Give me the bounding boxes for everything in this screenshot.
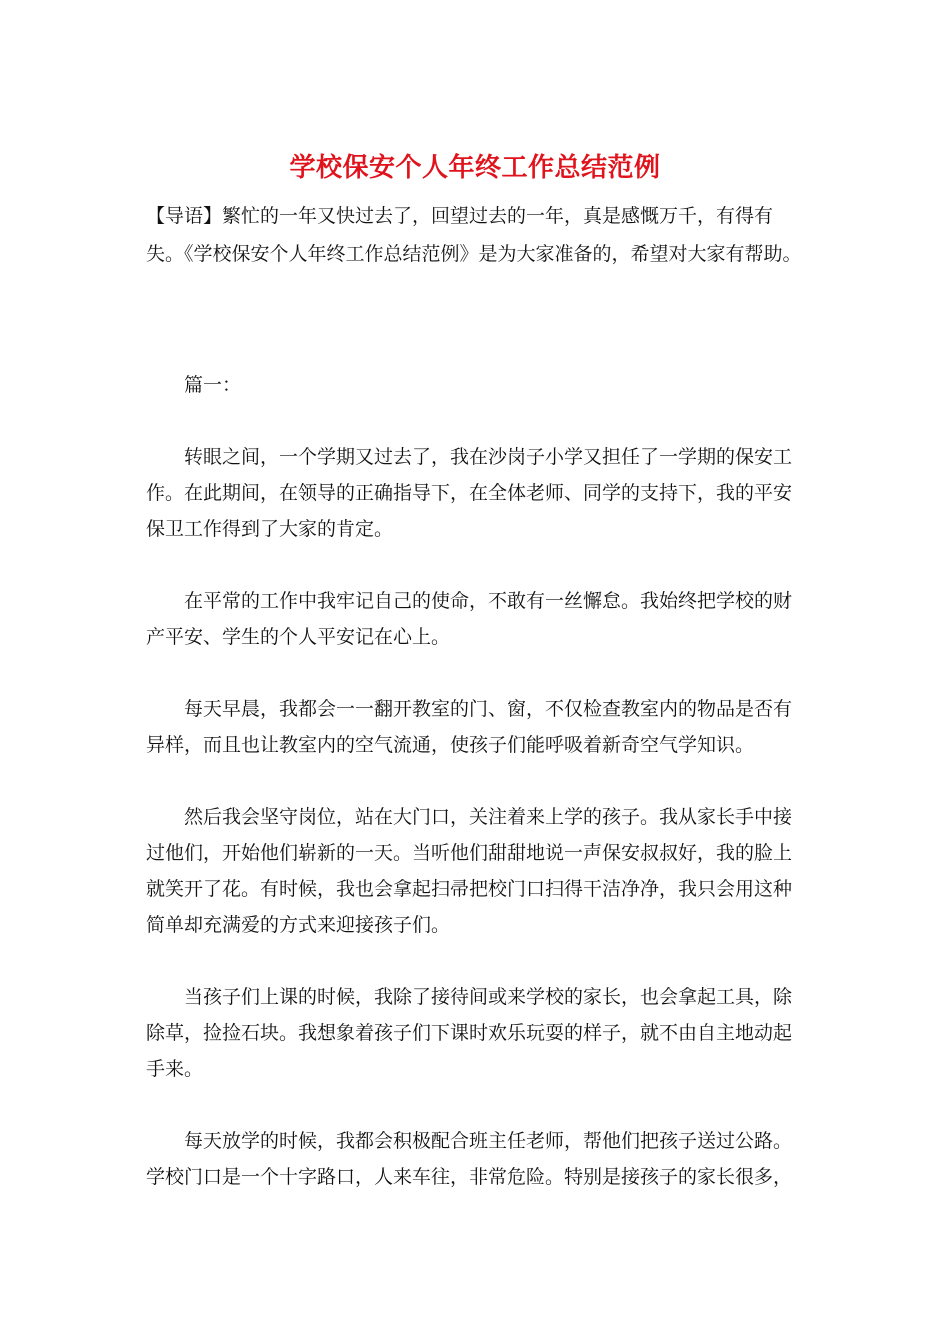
body-paragraph: 每天放学的时候，我都会积极配合班主任老师，帮他们把孩子送过公路。学校门口是一个十字路口，人来车往，非常危险。特别是接孩子的家长很多， (146, 1130, 793, 1188)
intro-paragraph: 【导语】繁忙的一年又快过去了，回望过去的一年，真是感慨万千，有得有失。《学校保安个人年终工作总结范例》是为大家准备的，希望对大家有帮助。 (146, 205, 802, 265)
body-paragraph: 转眼之间，一个学期又过去了，我在沙岗子小学又担任了一学期的保安工作。在此期间，在领导的正确指导下，在全体老师、同学的支持下，我的平安保卫工作得到了大家的肯定。 (146, 446, 793, 540)
body-paragraph: 每天早晨，我都会一一翻开教室的门、窗，不仅检查教室内的物品是否有异样，而且也让教室内的空气流通，使孩子们能呼吸着新奇空气学知识。 (146, 698, 793, 756)
section-heading: 篇一： (184, 374, 242, 396)
document-body (146, 367, 810, 1231)
document-title: 学校保安个人年终工作总结范例 (289, 153, 661, 183)
body-paragraph: 然后我会坚守岗位，站在大门口，关注着来上学的孩子。我从家长手中接过他们，开始他们崭新的一天。当听他们甜甜地说一声保安叔叔好，我的脸上就笑开了花。有时候，我也会拿起扫帚把校门口扫得干洁净净，我只会用这种简单却充满爱的方式来迎接孩子们。 (146, 806, 793, 936)
body-paragraph: 当孩子们上课的时候，我除了接待间或来学校的家长，也会拿起工具，除除草，捡捡石块。我想象着孩子们下课时欢乐玩耍的样子，就不由自主地动起手来。 (146, 986, 793, 1080)
body-paragraph: 在平常的工作中我牢记自己的使命，不敢有一丝懈怠。我始终把学校的财产平安、学生的个人平安记在心上。 (146, 590, 793, 648)
